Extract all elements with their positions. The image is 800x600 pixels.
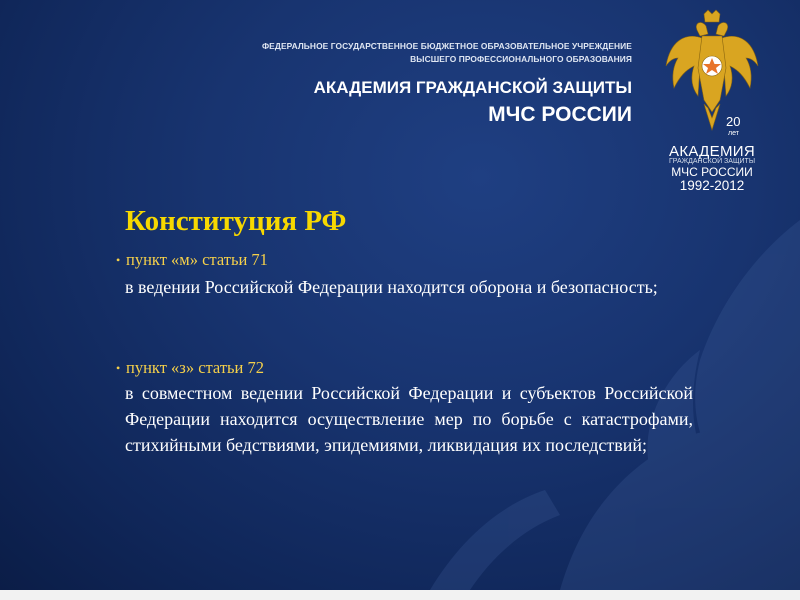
bullet-text-1: в ведении Российской Федерации находится оборона и безопасность; xyxy=(125,277,658,297)
anniversary-label: лет xyxy=(728,130,739,137)
anniversary-number: 20 xyxy=(726,114,741,129)
institution-line-2: ВЫСШЕГО ПРОФЕССИОНАЛЬНОГО ОБРАЗОВАНИЯ xyxy=(410,54,632,64)
bullet-heading-2 xyxy=(116,358,696,378)
emblem-academy-label: АКАДЕМИЯ xyxy=(669,143,755,160)
bullet-dot-icon: • xyxy=(116,253,121,267)
bullet-heading-1 xyxy=(116,250,696,270)
slide-title: Конституция РФ xyxy=(125,205,347,237)
ministry-name: МЧС РОССИИ xyxy=(488,103,632,126)
bullet-heading-text: пункт «м» статьи 71 xyxy=(126,250,268,269)
bullet-text-2: в совместном ведении Российской Федерации и субъектов Российской Федерации находится осуществление мер по борьбе с катастрофами, стихийными бедствиями, эпидемиями, ликвидация их последствий; xyxy=(125,383,693,455)
emblem-subtitle: ГРАЖДАНСКОЙ ЗАЩИТЫ xyxy=(668,158,756,165)
emblem-ministry-label: МЧС РОССИИ xyxy=(671,165,753,179)
emblem-eagle-icon xyxy=(664,8,760,138)
academy-name: АКАДЕМИЯ ГРАЖДАНСКОЙ ЗАЩИТЫ xyxy=(313,78,632,97)
bullet-dot-icon: • xyxy=(116,361,121,375)
emblem-years: 1992-2012 xyxy=(679,178,745,193)
institution-line-1: ФЕДЕРАЛЬНОЕ ГОСУДАРСТВЕННОЕ БЮДЖЕТНОЕ ОБРАЗОВАТЕЛЬНОЕ УЧРЕЖДЕНИЕ xyxy=(261,41,632,51)
bullet-heading-text: пункт «з» статьи 72 xyxy=(126,358,265,377)
